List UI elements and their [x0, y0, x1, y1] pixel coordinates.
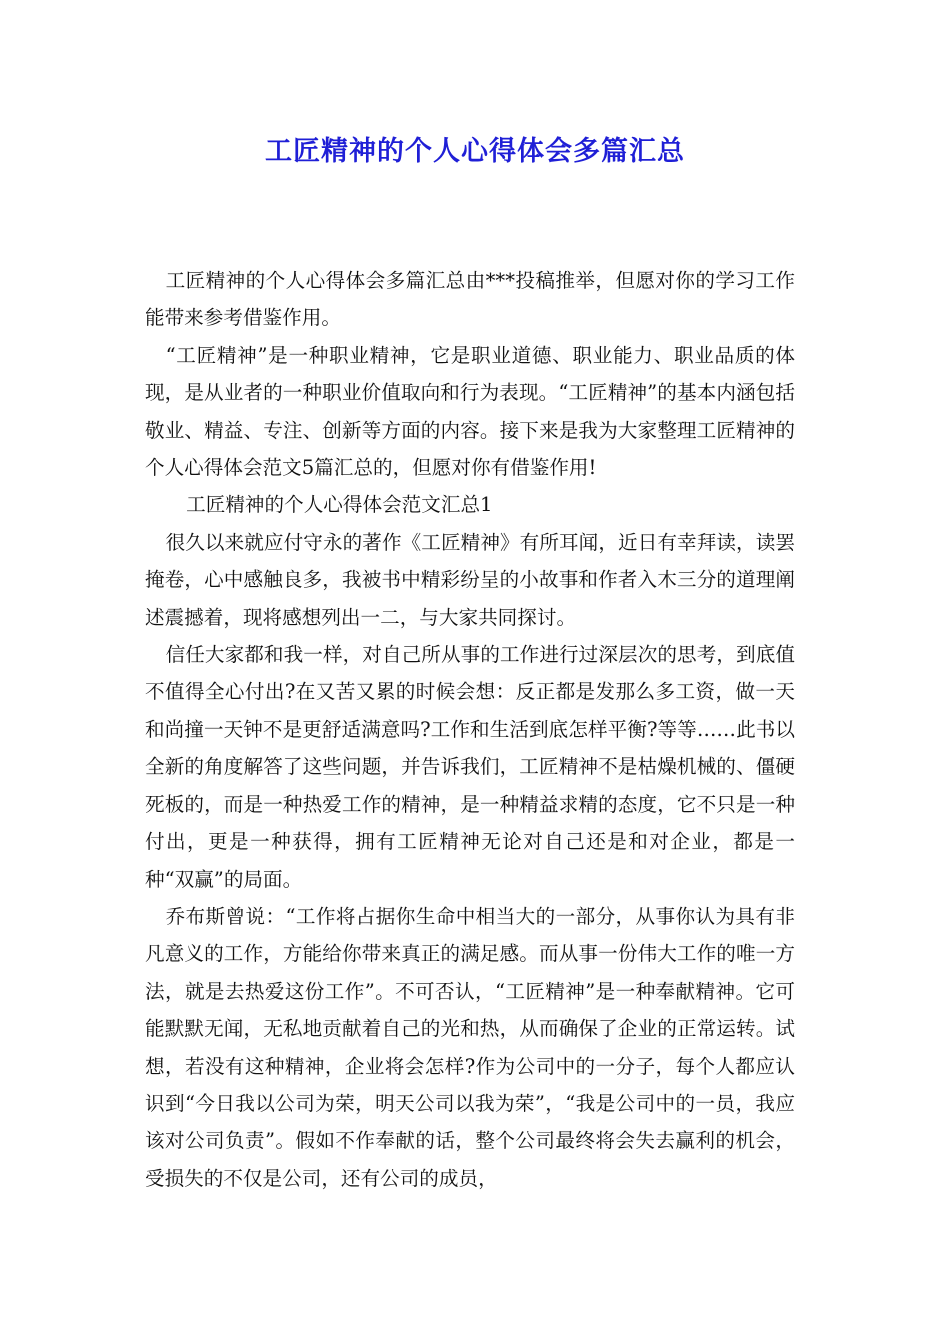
intro-paragraph: 工匠精神的个人心得体会多篇汇总由***投稿推举，但愿对你的学习工作能带来参考借鉴作用。	[145, 269, 795, 330]
body-paragraph: 信任大家都和我一样，对自己所从事的工作进行过深层次的思考，到底值不值得全心付出?在又苦又累的时候会想：反正都是发那么多工资，做一天和尚撞一天钟不是更舒适满意吗?工作和生活到底怎样平衡?等等……此书以全新的角度解答了这些问题，并告诉我们，工匠精神不是枯燥机械的、僵硬死板的，而是一种热爱工作的精神，是一种精益求精的态度，它不只是一种付出，更是一种获得，拥有工匠精神无论对自己还是和对企业，都是一种“双赢”的局面。	[145, 643, 795, 891]
document-body	[145, 262, 795, 1197]
body-paragraph: 乔布斯曾说：“工作将占据你生命中相当大的一部分，从事你认为具有非凡意义的工作，方能给你带来真正的满足感。而从事一份伟大工作的唯一方法，就是去热爱这份工作”。不可否认，“工匠精神”是一种奉献精神。它可能默默无闻，无私地贡献着自己的光和热，从而确保了企业的正常运转。试想，若没有这种精神，企业将会怎样?作为公司中的一分子，每个人都应认识到“今日我以公司为荣，明天公司以我为荣”，“我是公司中的一员，我应该对公司负责”。假如不作奉献的话，整个公司最终将会失去赢利的机会，受损失的不仅是公司，还有公司的成员，	[145, 904, 795, 1190]
definition-paragraph: “工匠精神”是一种职业精神，它是职业道德、职业能力、职业品质的体现，是从业者的一种职业价值取向和行为表现。“工匠精神”的基本内涵包括敬业、精益、专注、创新等方面的内容。接下来是我为大家整理工匠精神的个人心得体会范文5篇汇总的，但愿对你有借鉴作用!	[145, 343, 795, 480]
body-paragraph: 很久以来就应付守永的著作《工匠精神》有所耳闻，近日有幸拜读，读罢掩卷，心中感触良多，我被书中精彩纷呈的小故事和作者入木三分的道理阐述震撼着，现将感想列出一二，与大家共同探讨。	[145, 530, 795, 629]
document-title: 工匠精神的个人心得体会多篇汇总	[265, 136, 685, 167]
section-heading: 工匠精神的个人心得体会范文汇总1	[186, 493, 493, 517]
